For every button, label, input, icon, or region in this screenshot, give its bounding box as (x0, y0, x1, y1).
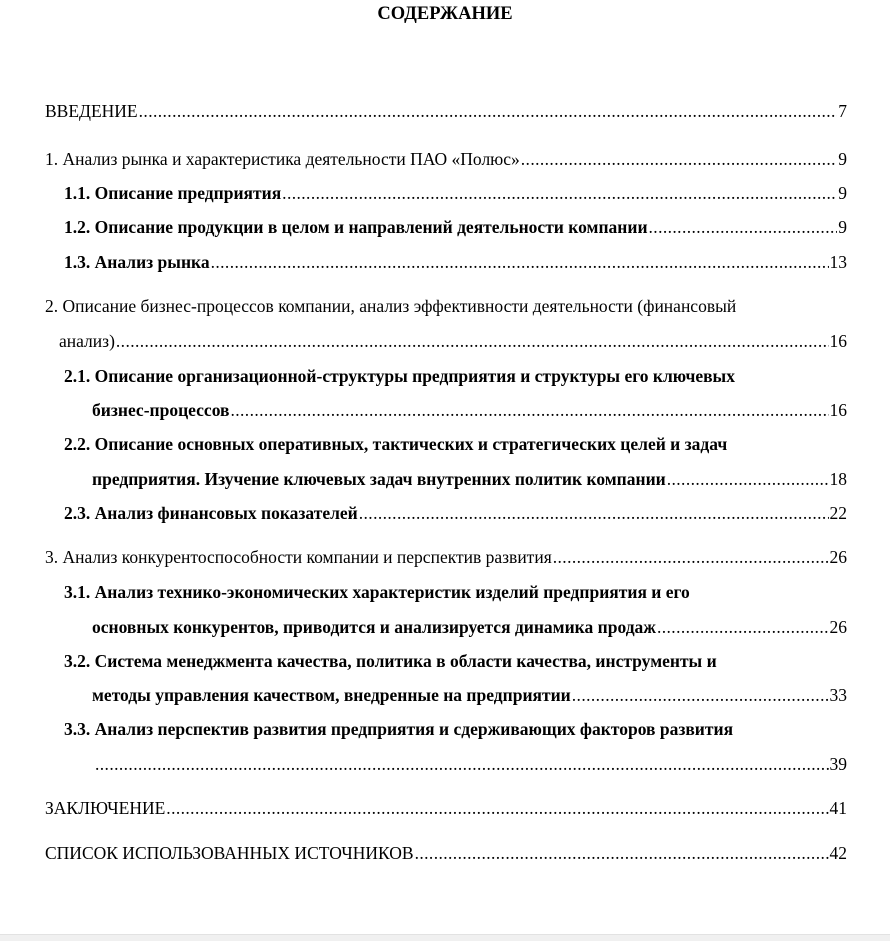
toc-entry-section-3-3-line2[interactable] (92, 756, 847, 778)
leader-dots (230, 402, 828, 420)
toc-entry-section-3-2-line1[interactable] (64, 653, 847, 675)
leader-dots (139, 103, 838, 121)
toc-entry-text: анализ) (59, 331, 115, 351)
toc-entry-section-3-3-line1[interactable] (64, 721, 847, 743)
leader-dots (359, 505, 829, 523)
toc-entry-intro[interactable] (45, 103, 847, 125)
toc-entry-page: 9 (838, 217, 847, 237)
toc-entry-text: 3. Анализ конкурентоспособности компании и перспектив развития (45, 547, 552, 567)
toc-entry-page: 13 (829, 252, 847, 272)
toc-entry-section-2-1-line2[interactable] (92, 402, 847, 424)
page-title: СОДЕРЖАНИЕ (377, 4, 513, 24)
toc-entry-text: предприятия. Изучение ключевых задач внутренних политик компании (92, 469, 666, 489)
toc-entry-section-2-line1[interactable] (45, 298, 847, 320)
toc-entry-section-3-2-line2[interactable] (92, 687, 847, 709)
toc-entry-section-3-1-line2[interactable] (92, 619, 847, 641)
toc-entry-section-1-3[interactable] (64, 254, 847, 276)
leader-dots (211, 254, 829, 272)
toc-entry-page: 16 (829, 400, 847, 420)
toc-entry-text: 1.3. Анализ рынка (64, 252, 210, 272)
toc-entry-section-1-2[interactable] (64, 219, 847, 241)
leader-dots (649, 219, 838, 237)
leader-dots (415, 845, 829, 863)
toc-entry-section-1[interactable] (45, 151, 847, 173)
toc-entry-section-3[interactable] (45, 549, 847, 571)
toc-entry-section-1-1[interactable] (64, 185, 847, 207)
toc-entry-page: 18 (829, 469, 847, 489)
leader-dots (572, 687, 829, 705)
toc-entry-text: 2.3. Анализ финансовых показателей (64, 503, 358, 523)
toc-entry-page: 26 (829, 617, 847, 637)
toc-entry-text: ВВЕДЕНИЕ (45, 101, 138, 121)
toc-entry-page: 9 (838, 149, 847, 169)
toc-entry-conclusion[interactable] (45, 800, 847, 822)
toc-entry-text: 2.1. Описание организационной-структуры предприятия и структуры его ключевых (64, 366, 735, 386)
leader-dots (521, 151, 837, 169)
toc-entry-text: 3.1. Анализ технико-экономических характеристик изделий предприятия и его (64, 582, 690, 602)
toc-entry-page: 33 (829, 685, 847, 705)
toc-entry-section-3-1-line1[interactable] (64, 584, 847, 606)
leader-dots (657, 619, 829, 637)
toc-entry-text: СПИСОК ИСПОЛЬЗОВАННЫХ ИСТОЧНИКОВ (45, 843, 414, 863)
toc-entry-text: основных конкурентов, приводится и анализируется динамика продаж (92, 617, 656, 637)
toc-entry-section-2-2-line2[interactable] (92, 471, 847, 493)
toc-entry-section-2-1-line1[interactable] (64, 368, 847, 390)
toc-entry-sources[interactable] (45, 845, 847, 867)
toc-entry-page: 26 (829, 547, 847, 567)
toc-entry-text: 1. Анализ рынка и характеристика деятельности ПАО «Полюс» (45, 149, 520, 169)
toc-entry-text: 1.1. Описание предприятия (64, 183, 282, 203)
toc-entry-text: 2. Описание бизнес-процессов компании, анализ эффективности деятельности (финансовый (45, 296, 737, 316)
leader-dots (282, 185, 837, 203)
toc-entry-page: 16 (829, 331, 847, 351)
leader-dots (166, 800, 828, 818)
toc-entry-text: ЗАКЛЮЧЕНИЕ (45, 798, 166, 818)
toc-entry-page: 41 (829, 798, 847, 818)
toc-entry-text: бизнес-процессов (92, 400, 230, 420)
toc-entry-text: методы управления качеством, внедренные на предприятии (92, 685, 571, 705)
toc-entry-section-2-2-line1[interactable] (64, 436, 847, 458)
toc-entry-text: 3.3. Анализ перспектив развития предприятия и сдерживающих факторов развития (64, 719, 734, 739)
toc-entry-page: 9 (838, 183, 847, 203)
toc-entry-section-2-3[interactable] (64, 505, 847, 527)
toc-entry-text: 3.2. Система менеджмента качества, политика в области качества, инструменты и (64, 651, 717, 671)
leader-dots (95, 756, 829, 774)
toc-entry-page: 42 (829, 843, 847, 863)
toc-entry-text: 2.2. Описание основных оперативных, тактических и стратегических целей и задач (64, 434, 728, 454)
toc-entry-page: 39 (829, 754, 847, 774)
leader-dots (116, 333, 829, 351)
toc-entry-page: 22 (829, 503, 847, 523)
leader-dots (667, 471, 829, 489)
toc-entry-page: 7 (838, 101, 847, 121)
toc-entry-section-2-line2[interactable] (59, 333, 847, 355)
toc-entry-text: 1.2. Описание продукции в целом и направлений деятельности компании (64, 217, 648, 237)
leader-dots (553, 549, 829, 567)
